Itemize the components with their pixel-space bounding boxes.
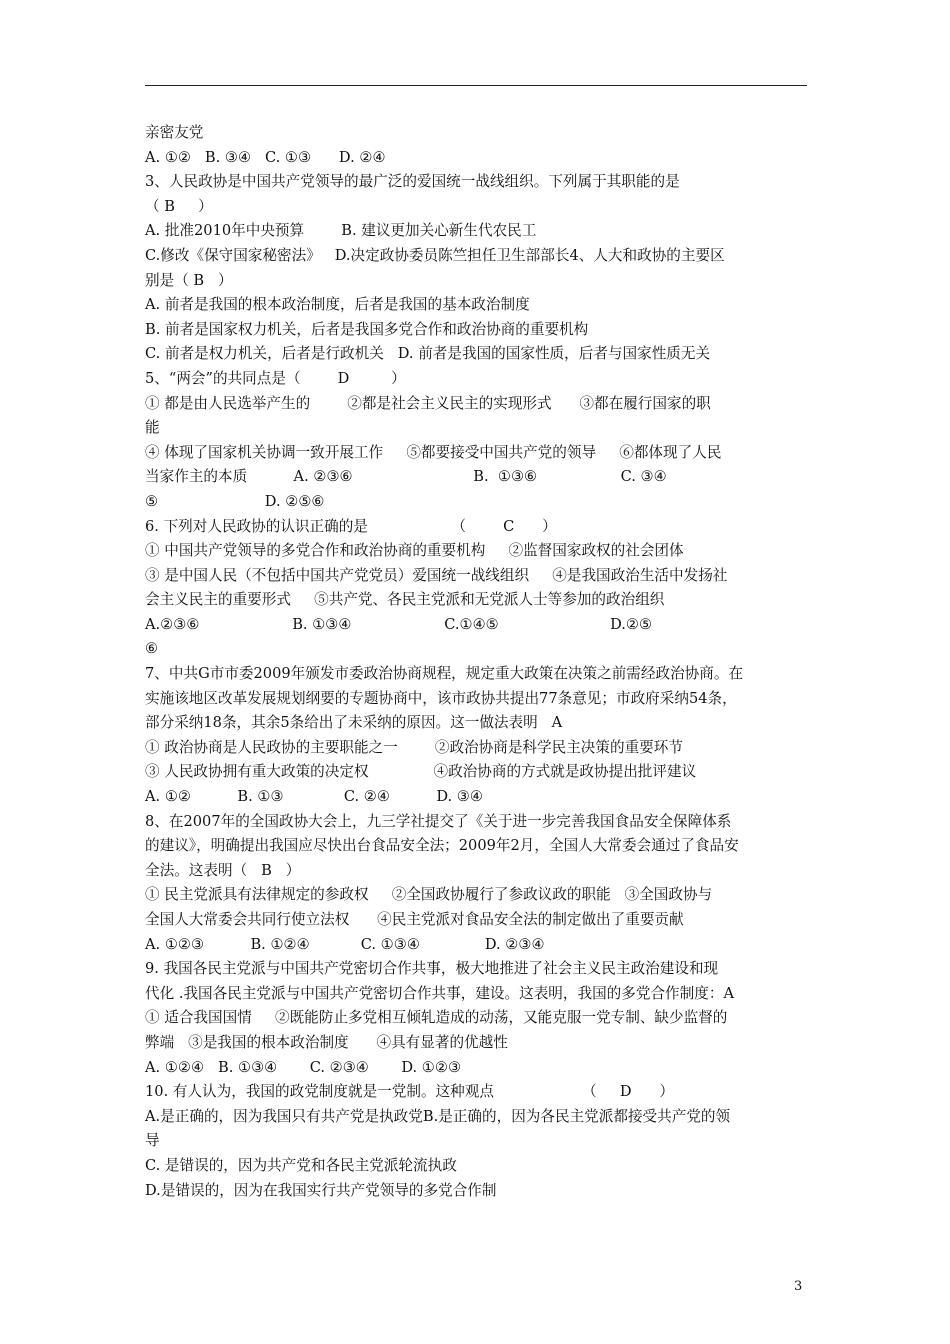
text-line: A. 批准2010年中央预算 B. 建议更加关心新生代农民工 — [145, 222, 537, 240]
text-line: C. 前者是权力机关，后者是行政机关 D. 前者是我国的国家性质，后者与国家性质无关 — [145, 345, 711, 363]
document-body — [145, 121, 807, 1203]
text-line: 亲密友党 — [145, 124, 204, 141]
text-line: A. ①②③ B. ①②④ C. ①③④ D. ②③④ — [145, 935, 545, 953]
text-line: B. 前者是国家权力机关，后者是我国多党合作和政治协商的重要机构 — [145, 320, 589, 338]
text-line: 部分采纳18条，其余5条给出了未采纳的原因。这一做法表明 A — [145, 714, 563, 732]
text-line: 10. 有人认为，我国的政党制度就是一党制。这种观点 （ D ） — [145, 1083, 674, 1101]
text-line: A. ①② B. ①③ C. ②④ D. ③④ — [145, 788, 483, 806]
text-line: ① 都是由人民选举产生的 ②都是社会主义民主的实现形式 ③都在履行国家的职 — [145, 394, 711, 412]
text-line: ③ 人民政协拥有重大政策的决定权 ④政治协商的方式就是政协提出批评建议 — [145, 763, 697, 781]
text-line: 会主义民主的重要形式 ⑤共产党、各民主党派和无党派人士等参加的政治组织 — [145, 591, 665, 609]
text-line: 导 — [145, 1132, 160, 1150]
text-line: 9. 我国各民主党派与中国共产党密切合作共事，极大地推进了社会主义民主政治建设和现 — [145, 960, 719, 978]
text-line: 别是（ B ） — [145, 271, 233, 289]
text-line: ① 民主党派具有法律规定的参政权 ②全国政协履行了参政议政的职能 ③全国政协与 — [145, 886, 713, 904]
text-line: 8、在2007年的全国政协大会上，九三学社提交了《关于进一步完善我国食品安全保障体系 — [145, 812, 732, 830]
text-line: 实施该地区改革发展规划纲要的专题协商中，该市政协共提出77条意见；市政府采纳54条， — [145, 689, 737, 707]
text-line: A. ①②④ B. ①③④ C. ②③④ D. ①②③ — [145, 1058, 462, 1076]
text-line: 5、“两会”的共同点是（ D ） — [145, 369, 406, 387]
text-line: C.修改《保守国家秘密法》 D.决定政协委员陈竺担任卫生部部长4、人大和政协的主要区 — [145, 246, 725, 264]
text-line: 3、人民政协是中国共产党领导的最广泛的爱国统一战线组织。下列属于其职能的是 — [145, 173, 680, 191]
text-line: 能 — [145, 419, 160, 437]
text-line: ① 政治协商是人民政协的主要职能之一 ②政治协商是科学民主决策的重要环节 — [145, 738, 683, 756]
text-line: ③ 是中国人民（不包括中国共产党党员）爱国统一战线组织 ④是我国政治生活中发扬社 — [145, 566, 728, 584]
page-number: 3 — [794, 1279, 803, 1294]
text-line: ① 中国共产党领导的多党合作和政治协商的重要机构 ②监督国家政权的社会团体 — [145, 542, 684, 560]
text-line: ① 适合我国国情 ②既能防止多党相互倾轧造成的动荡，又能克服一党专制、缺少监督的 — [145, 1009, 728, 1027]
text-line: A.是正确的，因为我国只有共产党是执政党B.是正确的，因为各民主党派都接受共产党的领 — [145, 1107, 731, 1125]
text-line: ⑤ D. ②⑤⑥ — [145, 492, 325, 510]
text-line: C. 是错误的，因为共产党和各民主党派轮流执政 — [145, 1156, 457, 1174]
text-line: 代化 .我国各民主党派与中国共产党密切合作共事，建设。这表明，我国的多党合作制度：A — [145, 984, 734, 1002]
text-line: 7、中共G市市委2009年颁发市委政治协商规程，规定重大政策在决策之前需经政治协商。在 — [145, 665, 744, 683]
text-line: 全法。这表明（ B ） — [145, 861, 301, 879]
text-line: 全国人大常委会共同行使立法权 ④民主党派对食品安全法的制定做出了重要贡献 — [145, 911, 684, 928]
text-line: ⑥ — [145, 640, 159, 658]
text-line: （ B ） — [145, 197, 213, 215]
text-line: ④ 体现了国家机关协调一致开展工作 ⑤都要接受中国共产党的领导 ⑥都体现了人民 — [145, 443, 722, 461]
text-line: A. ①② B. ③④ C. ①③ D. ②④ — [145, 148, 386, 166]
header-rule — [145, 85, 807, 86]
text-line: A.②③⑥ B. ①③④ C.①④⑤ D.②⑤ — [145, 615, 653, 633]
text-line: 的建议》，明确提出我国应尽快出台食品安全法；2009年2月，全国人大常委会通过了食品安 — [145, 837, 739, 855]
text-line: A. 前者是我国的根本政治制度，后者是我国的基本政治制度 — [145, 296, 530, 314]
text-line: 弊端 ③是我国的根本政治制度 ④具有显著的优越性 — [145, 1033, 508, 1051]
text-line: 当家作主的本质 A. ②③⑥ B. ①③⑥ C. ③④ — [145, 468, 667, 486]
text-line: 6. 下列对人民政协的认识正确的是 （ C ） — [145, 517, 557, 535]
text-line: D.是错误的，因为在我国实行共产党领导的多党合作制 — [145, 1181, 497, 1199]
